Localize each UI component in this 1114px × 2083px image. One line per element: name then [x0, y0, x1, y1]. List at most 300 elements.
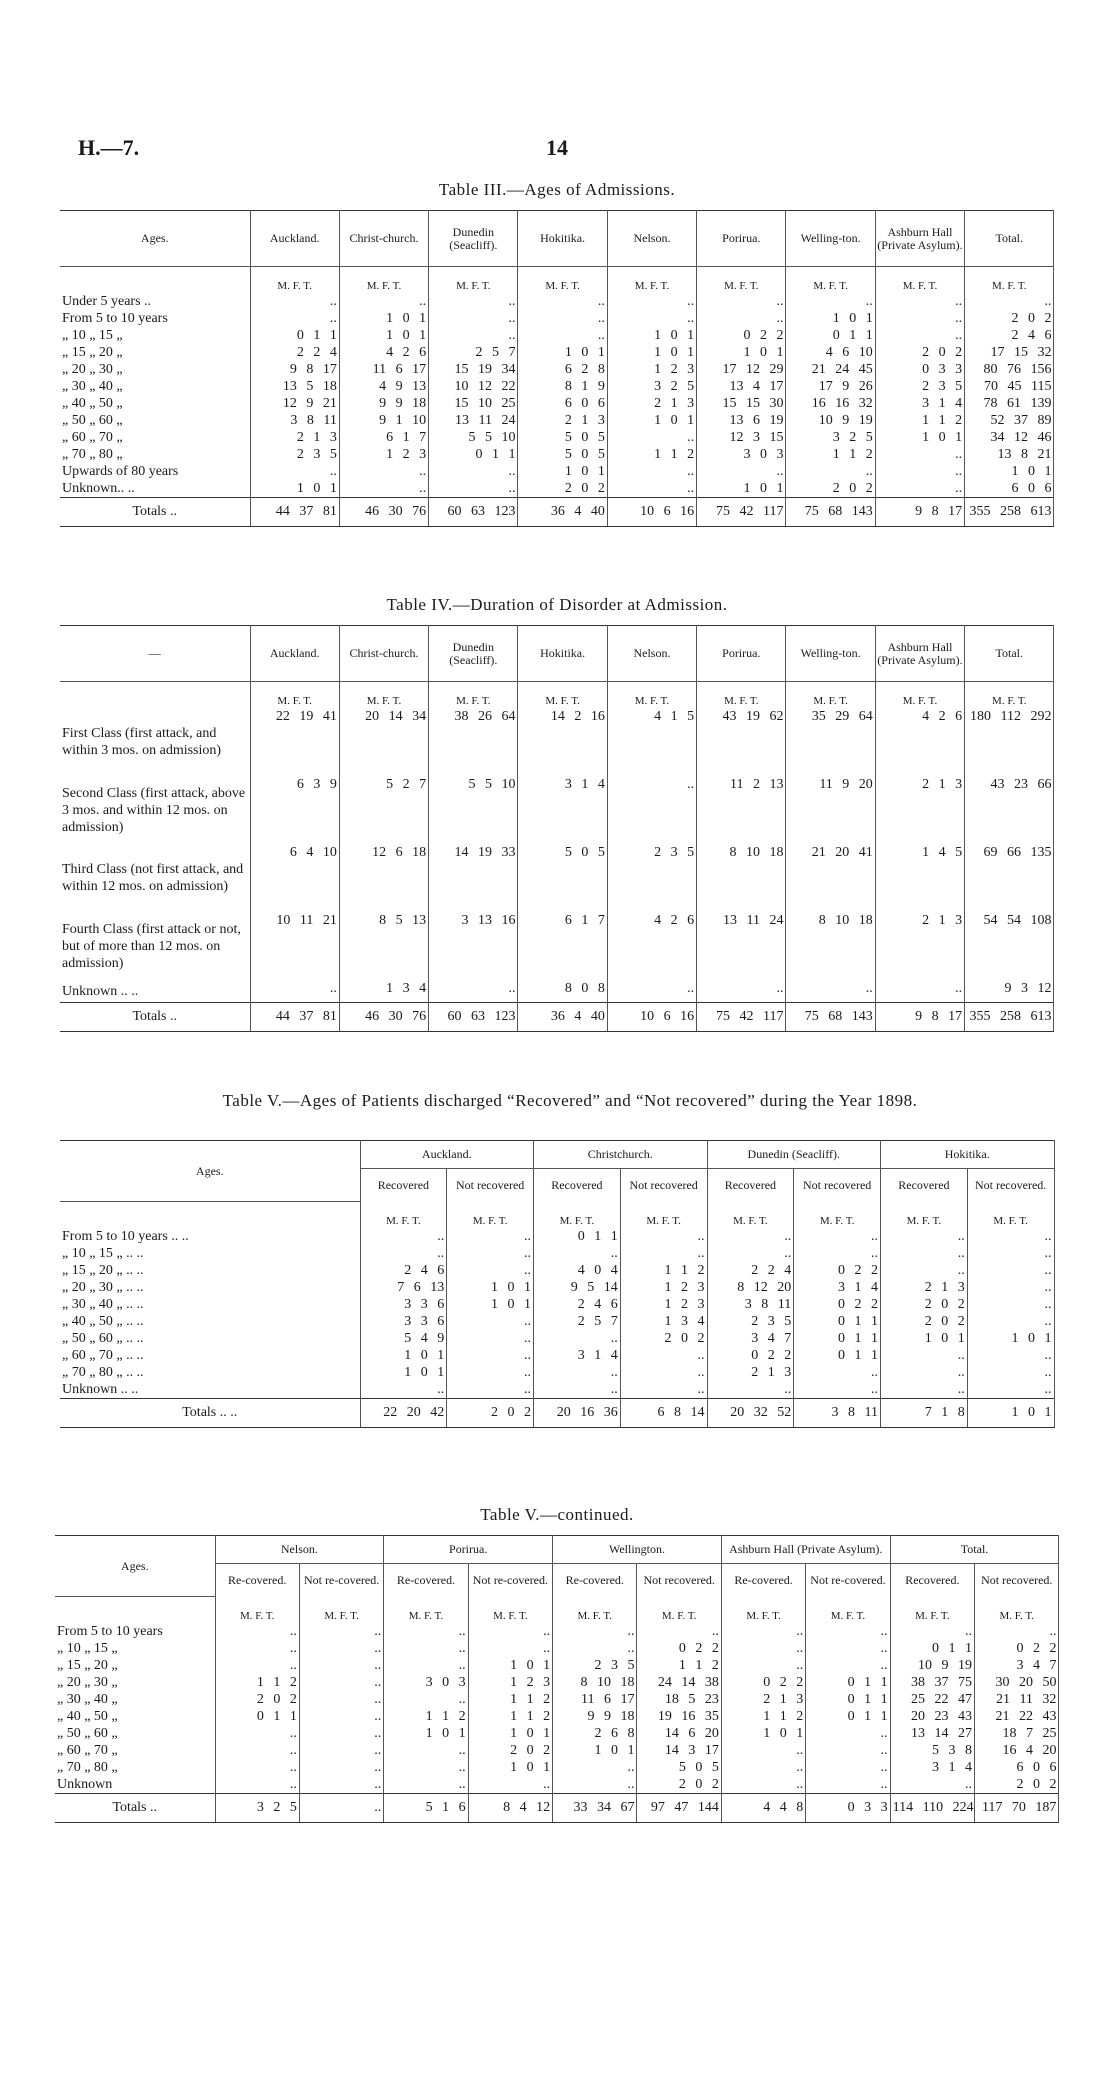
table-cell: 21 24 45 [786, 361, 875, 378]
table-cell: 5 4 9 [360, 1330, 447, 1347]
column-subheader: Not recovered. [967, 1168, 1054, 1201]
mft-row [55, 1597, 1059, 1624]
table5-discharged-part2 [55, 1535, 1059, 1823]
totals-cell: 75 42 117 [697, 498, 786, 527]
table-cell: .. [967, 1245, 1054, 1262]
table-cell: 1 1 2 [215, 1674, 299, 1691]
table-cell: .. [339, 480, 428, 498]
table-row [55, 1623, 1059, 1640]
table-cell: 38 37 75 [890, 1674, 974, 1691]
column-subheader: Not recovered [794, 1168, 881, 1201]
table-cell: .. [518, 327, 607, 344]
table-cell: .. [447, 1228, 534, 1245]
table-cell: 8 10 18 [553, 1674, 637, 1691]
table-cell: 3 0 3 [384, 1674, 468, 1691]
table-cell: 1 1 2 [875, 412, 964, 429]
row-label: Unknown .. .. [60, 980, 250, 1003]
table-cell: .. [881, 1364, 968, 1381]
table-row [60, 378, 1054, 395]
mft-label: M. F. T. [607, 682, 696, 709]
column-subheader: Not recovered. [637, 1563, 721, 1596]
table-cell: 78 61 139 [965, 395, 1054, 412]
table-cell: .. [447, 1245, 534, 1262]
table-cell: 2 1 3 [518, 412, 607, 429]
table-row [60, 1262, 1054, 1279]
mft-label: M. F. T. [697, 267, 786, 294]
table-cell: .. [721, 1623, 805, 1640]
table-cell: 3 13 16 [429, 912, 518, 980]
totals-cell: 0 3 3 [806, 1794, 890, 1823]
table-cell: .. [786, 463, 875, 480]
totals-cell: 9 8 17 [875, 498, 964, 527]
table-cell: 3 2 5 [786, 429, 875, 446]
mft-label: M. F. T. [518, 682, 607, 709]
table-cell: 2 0 2 [786, 480, 875, 498]
row-label: „ 15 „ 20 „ [60, 344, 250, 361]
table-cell: 43 19 62 [697, 708, 786, 776]
table-cell: .. [299, 1725, 383, 1742]
column-subheader: Not recovered [447, 1168, 534, 1201]
table-cell: .. [967, 1347, 1054, 1364]
table-cell: 2 0 2 [881, 1296, 968, 1313]
table-cell: 1 0 1 [360, 1364, 447, 1381]
column-group-header: Dunedin (Seacliff). [707, 1141, 881, 1169]
table-cell: 3 1 4 [875, 395, 964, 412]
table-cell: 17 15 32 [965, 344, 1054, 361]
table-cell: 4 0 4 [534, 1262, 621, 1279]
table-cell: 0 1 1 [806, 1691, 890, 1708]
table-cell: .. [429, 327, 518, 344]
table-cell: .. [384, 1691, 468, 1708]
table-cell: 8 0 8 [518, 980, 607, 1003]
totals-cell: 22 20 42 [360, 1399, 447, 1428]
table-cell: 21 11 32 [975, 1691, 1059, 1708]
table-cell: 8 12 20 [707, 1279, 794, 1296]
totals-cell: .. [299, 1794, 383, 1823]
table-corner-label: Ages. [60, 1141, 360, 1202]
table4-duration-of-disorder [60, 625, 1054, 1032]
table-row [55, 1640, 1059, 1657]
table-cell: .. [607, 310, 696, 327]
table-cell: .. [360, 1228, 447, 1245]
table-cell: 2 3 5 [553, 1657, 637, 1674]
table-cell: 2 1 3 [250, 429, 339, 446]
table-row [60, 293, 1054, 310]
table-cell: 54 54 108 [965, 912, 1054, 980]
mft-label: M. F. T. [967, 1202, 1054, 1229]
table-cell: .. [620, 1228, 707, 1245]
table-cell: 3 3 6 [360, 1296, 447, 1313]
table-cell: .. [881, 1228, 968, 1245]
table-cell: 1 1 2 [607, 446, 696, 463]
table-cell: .. [447, 1330, 534, 1347]
row-label: „ 70 „ 80 „ [60, 446, 250, 463]
table-row [60, 1245, 1054, 1262]
table-cell: .. [429, 310, 518, 327]
table-cell: 1 1 2 [384, 1708, 468, 1725]
totals-row [55, 1794, 1059, 1823]
table-row [55, 1725, 1059, 1742]
totals-cell: 7 1 8 [881, 1399, 968, 1428]
row-label: „ 15 „ 20 „ [55, 1657, 215, 1674]
column-group-header: Auckland. [250, 626, 339, 682]
row-label: Unknown.. .. [60, 480, 250, 498]
table-cell: 0 1 1 [786, 327, 875, 344]
mft-row [60, 1202, 1054, 1229]
table-cell: .. [875, 327, 964, 344]
table-cell: .. [384, 1742, 468, 1759]
column-group-header: Auckland. [250, 211, 339, 267]
table-cell: 1 0 1 [607, 412, 696, 429]
table-cell: .. [697, 293, 786, 310]
table-cell: .. [429, 480, 518, 498]
row-label: „ 10 „ 15 „ .. .. [60, 1245, 360, 1262]
table-corner-label: Ages. [55, 1536, 215, 1597]
table-cell: 2 1 3 [875, 912, 964, 980]
table-cell: 13 14 27 [890, 1725, 974, 1742]
row-label: „ 15 „ 20 „ .. .. [60, 1262, 360, 1279]
column-group-header: Nelson. [607, 626, 696, 682]
mft-label: M. F. T. [637, 1597, 721, 1624]
table-cell: 1 0 1 [360, 1347, 447, 1364]
table-cell: 4 1 5 [607, 708, 696, 776]
mft-label: M. F. T. [697, 682, 786, 709]
table-cell: 5 0 5 [518, 844, 607, 912]
totals-cell: 3 2 5 [215, 1794, 299, 1823]
table-cell: 7 6 13 [360, 1279, 447, 1296]
mft-label: M. F. T. [250, 267, 339, 294]
table-cell: 1 1 2 [637, 1657, 721, 1674]
table-cell: 6 0 6 [975, 1759, 1059, 1776]
table-cell: 2 4 6 [965, 327, 1054, 344]
table-cell: 0 1 1 [534, 1228, 621, 1245]
column-group-header: Total. [890, 1536, 1059, 1564]
mft-label: M. F. T. [975, 1597, 1059, 1624]
table-cell: 69 66 135 [965, 844, 1054, 912]
table-cell: .. [447, 1262, 534, 1279]
row-label: Unknown [55, 1776, 215, 1794]
table-cell: 24 14 38 [637, 1674, 721, 1691]
totals-cell: 75 68 143 [786, 1003, 875, 1032]
table-cell: 2 3 5 [707, 1313, 794, 1330]
table-cell: .. [553, 1759, 637, 1776]
mft-label: M. F. T. [707, 1202, 794, 1229]
totals-cell: 117 70 187 [975, 1794, 1059, 1823]
table-cell: .. [707, 1245, 794, 1262]
column-group-header: Hokitika. [518, 211, 607, 267]
table-cell: 0 2 2 [975, 1640, 1059, 1657]
table-cell: 1 0 1 [967, 1330, 1054, 1347]
table-cell: 0 2 2 [707, 1347, 794, 1364]
table-cell: .. [534, 1330, 621, 1347]
table5-continued-title: Table V.—continued. [480, 1505, 634, 1524]
totals-cell: 10 6 16 [607, 1003, 696, 1032]
table-cell: .. [806, 1623, 890, 1640]
table-cell: 9 9 18 [553, 1708, 637, 1725]
table-cell: .. [875, 293, 964, 310]
column-subheader: Recovered [707, 1168, 794, 1201]
mft-label [60, 1202, 360, 1229]
table-cell: 0 2 2 [794, 1296, 881, 1313]
table-cell: 9 5 14 [534, 1279, 621, 1296]
header-row [55, 1536, 1059, 1564]
table-cell: 0 1 1 [794, 1313, 881, 1330]
table-cell: 2 0 2 [875, 344, 964, 361]
table-cell: 1 0 1 [553, 1742, 637, 1759]
table-cell: 5 2 7 [339, 776, 428, 844]
table-cell: .. [967, 1296, 1054, 1313]
table-cell: 8 10 18 [786, 912, 875, 980]
table-cell: .. [707, 1228, 794, 1245]
table-cell: 20 14 34 [339, 708, 428, 776]
table-cell: .. [607, 776, 696, 844]
totals-cell: 114 110 224 [890, 1794, 974, 1823]
table-row [60, 776, 1054, 844]
mft-label: M. F. T. [339, 682, 428, 709]
table-cell: .. [384, 1776, 468, 1794]
table-cell: 6 0 6 [518, 395, 607, 412]
row-label: First Class (first attack, and within 3 mos. on admission) [60, 708, 250, 776]
table-cell: 11 9 20 [786, 776, 875, 844]
table-cell: 3 2 5 [607, 378, 696, 395]
column-group-header: Ashburn Hall (Private Asylum). [875, 626, 964, 682]
table-cell: 1 0 1 [339, 327, 428, 344]
table-cell: .. [553, 1640, 637, 1657]
row-label: „ 50 „ 60 „ [55, 1725, 215, 1742]
table-cell: .. [215, 1725, 299, 1742]
table-cell: .. [721, 1759, 805, 1776]
table-row [55, 1708, 1059, 1725]
totals-cell: 75 42 117 [697, 1003, 786, 1032]
totals-cell: 36 4 40 [518, 1003, 607, 1032]
mft-label: M. F. T. [875, 682, 964, 709]
table-cell: .. [806, 1657, 890, 1674]
table-cell: 30 20 50 [975, 1674, 1059, 1691]
table-cell: .. [215, 1623, 299, 1640]
table-cell: .. [875, 980, 964, 1003]
table-cell: 0 2 2 [721, 1674, 805, 1691]
table-cell: 0 1 1 [215, 1708, 299, 1725]
table-cell: .. [447, 1347, 534, 1364]
table-row [60, 327, 1054, 344]
table-cell: 10 9 19 [786, 412, 875, 429]
row-label: „ 20 „ 30 „ [60, 361, 250, 378]
table-cell: .. [299, 1759, 383, 1776]
table-cell: .. [967, 1381, 1054, 1399]
column-subheader: Not re-covered. [806, 1563, 890, 1596]
column-subheader: Re-covered. [384, 1563, 468, 1596]
table-cell: .. [721, 1657, 805, 1674]
table-row [60, 1228, 1054, 1245]
column-group-header: Porirua. [697, 626, 786, 682]
column-subheader: Recovered. [890, 1563, 974, 1596]
mft-label: M. F. T. [607, 267, 696, 294]
table-cell: 1 0 1 [607, 344, 696, 361]
table-cell: .. [299, 1623, 383, 1640]
mft-label: M. F. T. [806, 1597, 890, 1624]
header-row [60, 1141, 1054, 1169]
mft-label: M. F. T. [518, 267, 607, 294]
table-cell: 6 0 6 [965, 480, 1054, 498]
totals-cell: 10 6 16 [607, 498, 696, 527]
column-group-header: Christchurch. [534, 1141, 708, 1169]
table-cell: .. [299, 1657, 383, 1674]
totals-cell: 46 30 76 [339, 498, 428, 527]
table-cell: 0 1 1 [429, 446, 518, 463]
totals-cell: 355 258 613 [965, 1003, 1054, 1032]
totals-cell: 3 8 11 [794, 1399, 881, 1428]
table-cell: 0 1 1 [890, 1640, 974, 1657]
table-row [55, 1674, 1059, 1691]
mft-label [60, 682, 250, 709]
table-cell: 1 3 4 [339, 980, 428, 1003]
row-label: „ 60 „ 70 „ [55, 1742, 215, 1759]
table-cell: 4 2 6 [339, 344, 428, 361]
table-cell: .. [250, 310, 339, 327]
table-cell: .. [299, 1708, 383, 1725]
table-cell: .. [721, 1640, 805, 1657]
table-cell: 2 1 3 [881, 1279, 968, 1296]
table-cell: .. [794, 1228, 881, 1245]
table-cell: 1 0 1 [518, 344, 607, 361]
table-cell: 1 0 1 [697, 344, 786, 361]
table-cell: .. [534, 1381, 621, 1399]
row-label: Third Class (not first attack, and within 12 mos. on admission) [60, 844, 250, 912]
table-cell: 3 1 4 [890, 1759, 974, 1776]
column-group-header: Porirua. [697, 211, 786, 267]
row-label: „ 30 „ 40 „ .. .. [60, 1296, 360, 1313]
mft-label [55, 1597, 215, 1624]
row-label: „ 10 „ 15 „ [60, 327, 250, 344]
table-cell: 15 15 30 [697, 395, 786, 412]
table-cell: .. [215, 1742, 299, 1759]
column-subheader: Not recovered [620, 1168, 707, 1201]
table-cell: 2 3 5 [607, 844, 696, 912]
table-cell: .. [518, 293, 607, 310]
table-cell: 3 8 11 [250, 412, 339, 429]
mft-label: M. F. T. [447, 1202, 534, 1229]
table-cell: 14 6 20 [637, 1725, 721, 1742]
column-group-header: Ashburn Hall (Private Asylum). [721, 1536, 890, 1564]
column-group-header: Christ-church. [339, 626, 428, 682]
row-label: „ 40 „ 50 „ .. .. [60, 1313, 360, 1330]
table-cell: 1 1 2 [620, 1262, 707, 1279]
column-group-header: Total. [965, 626, 1054, 682]
table-cell: 11 2 13 [697, 776, 786, 844]
table-cell: 70 45 115 [965, 378, 1054, 395]
table-row [60, 844, 1054, 912]
table-cell: 0 1 1 [806, 1674, 890, 1691]
table-cell: .. [447, 1364, 534, 1381]
table-cell: .. [447, 1381, 534, 1399]
mft-label: M. F. T. [965, 682, 1054, 709]
table-cell: .. [967, 1279, 1054, 1296]
row-label: „ 10 „ 15 „ [55, 1640, 215, 1657]
table-cell: 2 3 5 [250, 446, 339, 463]
table-cell: 13 8 21 [965, 446, 1054, 463]
table-cell: 10 11 21 [250, 912, 339, 980]
table-cell: 9 3 12 [965, 980, 1054, 1003]
header-row [60, 626, 1054, 682]
table-row [60, 395, 1054, 412]
totals-cell: 97 47 144 [637, 1794, 721, 1823]
table-cell: .. [250, 980, 339, 1003]
column-subheader: Re-covered. [215, 1563, 299, 1596]
table-cell: .. [881, 1262, 968, 1279]
column-group-header: Dunedin (Seacliff). [429, 626, 518, 682]
table-cell: 19 16 35 [637, 1708, 721, 1725]
table-cell: 6 1 7 [518, 912, 607, 980]
table-cell: 1 0 1 [607, 327, 696, 344]
table-cell: .. [384, 1657, 468, 1674]
table-row [60, 1347, 1054, 1364]
table-cell: 1 0 1 [721, 1725, 805, 1742]
table-cell: 25 22 47 [890, 1691, 974, 1708]
table-cell: 17 12 29 [697, 361, 786, 378]
totals-cell: 60 63 123 [429, 498, 518, 527]
column-group-header: Christ-church. [339, 211, 428, 267]
mft-label: M. F. T. [881, 1202, 968, 1229]
table-cell: .. [620, 1381, 707, 1399]
table-cell: .. [384, 1759, 468, 1776]
mft-label: M. F. T. [215, 1597, 299, 1624]
table-cell: 10 12 22 [429, 378, 518, 395]
table-cell: 2 5 7 [534, 1313, 621, 1330]
row-label: Fourth Class (first attack or not, but of more than 12 mos. on admission) [60, 912, 250, 980]
totals-row [60, 498, 1054, 527]
table-cell: 15 10 25 [429, 395, 518, 412]
column-subheader: Recovered [360, 1168, 447, 1201]
table-cell: .. [384, 1640, 468, 1657]
table-cell: 0 2 2 [794, 1262, 881, 1279]
mft-label: M. F. T. [468, 1597, 552, 1624]
table-cell: .. [637, 1623, 721, 1640]
table-cell: .. [806, 1725, 890, 1742]
table-row [60, 1279, 1054, 1296]
table-cell: 1 1 2 [468, 1708, 552, 1725]
table-cell: 2 0 2 [881, 1313, 968, 1330]
table-cell: .. [721, 1742, 805, 1759]
table-cell: .. [620, 1347, 707, 1364]
table-cell: 17 9 26 [786, 378, 875, 395]
table-cell: 16 16 32 [786, 395, 875, 412]
table-cell: .. [975, 1623, 1059, 1640]
table-cell: 1 0 1 [447, 1279, 534, 1296]
totals-cell: 44 37 81 [250, 1003, 339, 1032]
table-cell: 4 2 6 [607, 912, 696, 980]
totals-cell: 4 4 8 [721, 1794, 805, 1823]
column-group-header: Ashburn Hall (Private Asylum). [875, 211, 964, 267]
table-cell: 5 0 5 [518, 429, 607, 446]
table-cell: 2 1 3 [721, 1691, 805, 1708]
table-cell: 6 1 7 [339, 429, 428, 446]
totals-cell: 6 8 14 [620, 1399, 707, 1428]
column-subheader: Re-covered. [721, 1563, 805, 1596]
table-cell: 14 3 17 [637, 1742, 721, 1759]
table-cell: 35 29 64 [786, 708, 875, 776]
totals-cell: 8 4 12 [468, 1794, 552, 1823]
table-cell: 1 0 1 [250, 480, 339, 498]
table-cell: .. [299, 1640, 383, 1657]
table-row [60, 1330, 1054, 1347]
row-label: „ 70 „ 80 „ [55, 1759, 215, 1776]
table-cell: 1 0 1 [339, 310, 428, 327]
mft-row [60, 267, 1054, 294]
mft-label: M. F. T. [786, 682, 875, 709]
mft-label: M. F. T. [965, 267, 1054, 294]
table-cell: 13 6 19 [697, 412, 786, 429]
table-cell: 5 5 10 [429, 429, 518, 446]
